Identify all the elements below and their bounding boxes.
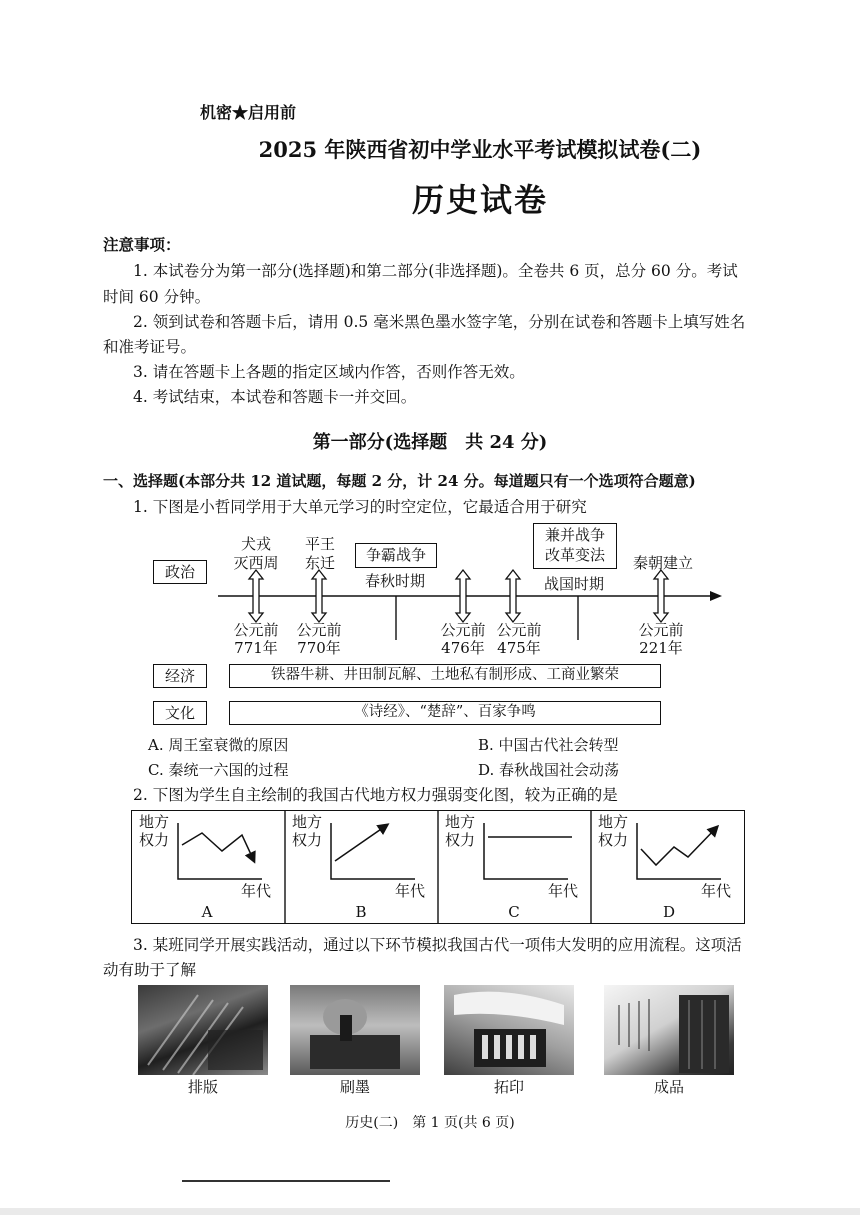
- panel-ylabel: 地方: [291, 813, 322, 831]
- notice-item: 4. 考试结束，本试卷和答题卡一并交回。: [133, 388, 417, 406]
- q3-stem-line1: 3. 某班同学开展实践活动，通过以下环节模拟我国古代一项伟大发明的应用流程。这项活: [133, 936, 742, 954]
- photo-product: [604, 985, 734, 1075]
- q2-charts: [132, 811, 744, 923]
- row-label-economy: 经济: [153, 664, 207, 688]
- panel-letter: B: [355, 903, 367, 921]
- notice-item: 和准考证号。: [103, 338, 197, 356]
- panel-ylabel: 权力: [444, 831, 475, 849]
- notice-item: 3. 请在答题卡上各题的指定区域内作答，否则作答无效。: [133, 363, 525, 381]
- photo-inking-art: [290, 985, 420, 1075]
- subject-title: 历史试卷: [411, 181, 548, 219]
- date-label: 公元前: [638, 621, 684, 639]
- scan-line: [182, 1180, 390, 1182]
- caption-product: 成品: [653, 1078, 684, 1096]
- panel-ylabel: 权力: [597, 831, 628, 849]
- caption-typesetting: 排版: [187, 1078, 218, 1096]
- panel-xlabel: 年代: [700, 882, 731, 900]
- q2-chart-table: [131, 810, 745, 924]
- event-reform: 改革变法: [544, 546, 605, 564]
- event-quanrong: 犬戎: [240, 535, 271, 553]
- section-intro: 一、选择题(本部分共 12 道试题，每题 2 分，计 24 分。每道题只有一个选项符合题意): [103, 472, 696, 490]
- q1-option-d: D. 春秋战国社会动荡: [478, 761, 620, 779]
- panel-letter: A: [201, 903, 213, 921]
- panel-ylabel: 地方: [444, 813, 475, 831]
- panel-ylabel: 权力: [138, 831, 169, 849]
- photo-printing-art: [444, 985, 574, 1075]
- panel-ylabel: 权力: [291, 831, 322, 849]
- date-label: 公元前: [233, 621, 279, 639]
- q3-stem-line2: 动有助于了解: [103, 961, 197, 979]
- panel-ylabel: 地方: [138, 813, 169, 831]
- event-pingwang: 平王: [304, 535, 335, 553]
- row-label-politics: 政治: [153, 560, 207, 584]
- photo-product-art: [604, 985, 734, 1075]
- photo-printing: [444, 985, 574, 1075]
- event-qin: 秦朝建立: [632, 554, 693, 572]
- timeline-arrowhead: [710, 591, 722, 601]
- date-label: 771年: [234, 639, 278, 657]
- notice-item: 时间 60 分钟。: [103, 288, 211, 306]
- notice-item: 1. 本试卷分为第一部分(选择题)和第二部分(非选择题)。全卷共 6 页，总分 60 分。考试: [133, 262, 738, 280]
- period-spring-autumn: 春秋时期: [364, 572, 425, 590]
- photo-typesetting-art: [138, 985, 268, 1075]
- part1-title: 第一部分(选择题 共 24 分): [312, 432, 548, 453]
- q1-option-b: B. 中国古代社会转型: [478, 736, 619, 754]
- panel-a-curve: [182, 833, 254, 861]
- panel-b-curve: [335, 825, 387, 861]
- date-label: 221年: [639, 639, 683, 657]
- event-xizhou: 灭西周: [233, 554, 279, 572]
- photo-typesetting: [138, 985, 268, 1075]
- row-label-culture: 文化: [153, 701, 207, 725]
- q1-option-c: C. 秦统一六国的过程: [148, 761, 289, 779]
- period-warring-states: 战国时期: [543, 575, 604, 593]
- notice-item: 2. 领到试卷和答题卡后，请用 0.5 毫米黑色墨水签字笔，分别在试卷和答题卡上填写姓名: [133, 313, 746, 331]
- panel-letter: C: [508, 903, 520, 921]
- event-annexation: 兼并战争: [544, 526, 605, 544]
- culture-bar: [229, 701, 661, 725]
- panel-d-curve: [641, 827, 717, 865]
- panel-c-axes: [484, 823, 568, 879]
- caption-inking: 刷墨: [339, 1078, 370, 1096]
- panel-xlabel: 年代: [394, 882, 425, 900]
- caption-printing: 拓印: [493, 1078, 524, 1096]
- date-label: 公元前: [440, 621, 486, 639]
- date-label: 476年: [441, 639, 485, 657]
- date-label: 公元前: [496, 621, 542, 639]
- exam-title: 2025 年陕西省初中学业水平考试模拟试卷(二): [258, 137, 702, 162]
- confidential-label: 机密★启用前: [200, 103, 297, 122]
- photo-inking: [290, 985, 420, 1075]
- event-dongqian: 东迁: [304, 554, 335, 572]
- event-hegemony: 争霸战争: [355, 543, 437, 568]
- panel-xlabel: 年代: [547, 882, 578, 900]
- date-label: 770年: [297, 639, 341, 657]
- date-label: 公元前: [296, 621, 342, 639]
- q2-stem: 2. 下图为学生自主绘制的我国古代地方权力强弱变化图，较为正确的是: [133, 786, 618, 804]
- economy-text: 铁器牛耕、井田制瓦解、土地私有制形成、工商业繁荣: [271, 667, 619, 683]
- page-footer: 历史(二) 第 1 页(共 6 页): [345, 1115, 515, 1131]
- q1-stem: 1. 下图是小哲同学用于大单元学习的时空定位，它最适合用于研究: [133, 498, 587, 516]
- panel-letter: D: [662, 903, 676, 921]
- scan-edge: [0, 1208, 860, 1215]
- panel-b-axes: [331, 823, 415, 879]
- culture-text: 《诗经》、“楚辞”、百家争鸣: [354, 704, 536, 720]
- notice-heading: 注意事项：: [103, 235, 181, 254]
- event-warring-box: [533, 523, 617, 569]
- panel-ylabel: 地方: [597, 813, 628, 831]
- economy-bar: [229, 664, 661, 688]
- panel-xlabel: 年代: [240, 882, 271, 900]
- date-label: 475年: [497, 639, 541, 657]
- q1-option-a: A. 周王室衰微的原因: [148, 736, 289, 754]
